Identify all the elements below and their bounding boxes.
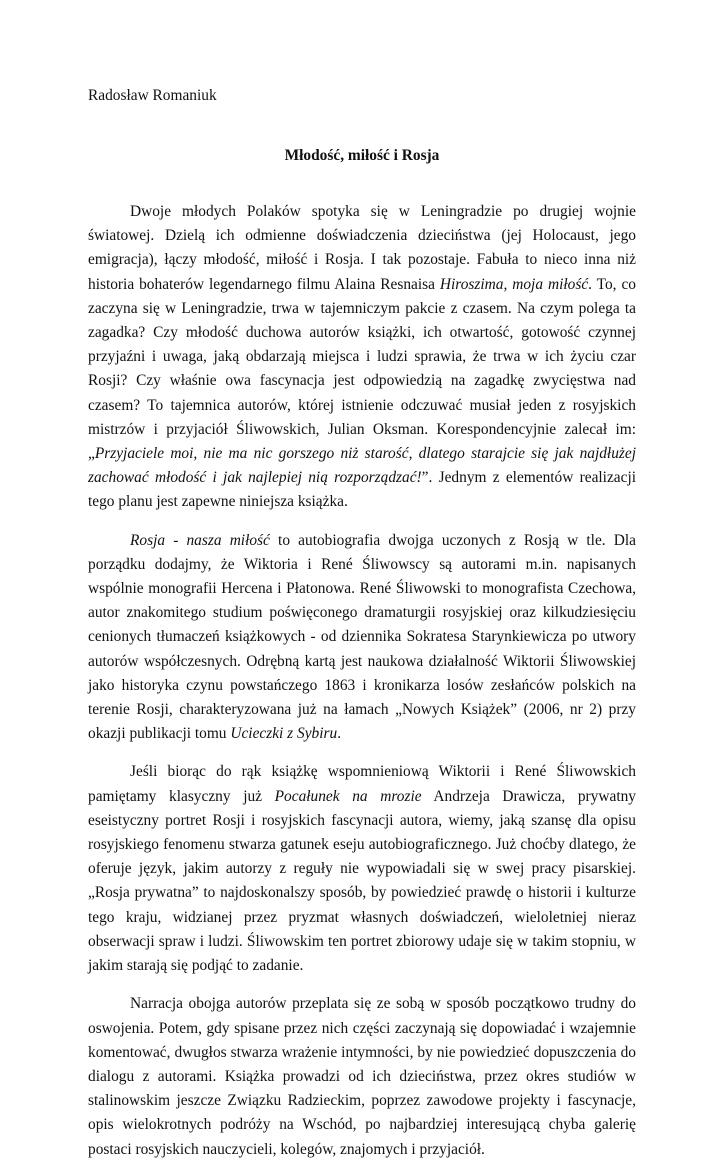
author-name: Radosław Romaniuk — [88, 87, 217, 104]
text-run: . — [337, 725, 342, 743]
paragraph-4 — [88, 992, 636, 1161]
text-run: Jeśli biorąc do rąk książkę wspomnieniową Wiktorii i René Śliwowskich pamiętamy klasyczny już — [88, 763, 636, 805]
film-title-italic: Hiroszima, moja miłość — [439, 275, 589, 293]
text-run: Andrzeja Drawicza, prywatny eseistyczny portret Rosji i rosyjskich fascynacji autora, wiemy, jaką szansę dla opisu rosyjskiego fenomenu stwarza gatunek eseju autobiograficznego. Już choćby dlatego, że oferuje język, jakim autorzy z reguły nie wypowiadali się w swej pracy pisarskiej. „Rosja prywatna” to najdoskonalszy sposób, by powiedzieć prawdę o historii i kulturze tego kraju, widzianej przez pryzmat własnych doświadczeń, wieloletniej nieraz obserwacji spraw i ludzi. Śliwowskim ten portret zbiorowy udaje się w takim stopniu, w jakim starają się podjąć to zadanie. — [88, 787, 636, 975]
paragraph-1 — [88, 200, 636, 515]
article-body — [88, 200, 636, 1162]
quote-italic: Przyjaciele moi, nie ma nic gorszego niż starość, dlatego starajcie się jak najdłużej zachować młodość i jak najlepiej nią rozporządzać! — [88, 445, 636, 487]
article-title: Młodość, miłość i Rosja — [284, 147, 440, 164]
text-run: Narracja obojga autorów przeplata się ze sobą w sposób początkowo trudny do oswojenia. Potem, gdy spisane przez nich części zaczynają się dopowiadać i wzajemnie komentować, dwugłos stwarza wrażenie intymności, by nie powiedzieć dopuszczenia do dialogu z autorami. Książka prowadzi od ich dzieciństwa, przez okres studiów w stalinowskim jeszcze Związku Radzieckim, poprzez zawodowe projekty i fascynacje, opis wielokrotnych podróży na Wschód, po najbardziej interesującą chyba galerię postaci rosyjskich nauczycieli, kolegów, znajomych i przyjaciół. — [88, 995, 636, 1158]
text-run: Dwoje młodych Polaków spotyka się w Leningradzie po drugiej wojnie światowej. Dzielą ich odmienne doświadczenia dzieciństwa (jej Holocaust, jego emigracja), łączy młodość, miłość i Rosja. I tak pozostaje. Fabuła to nieco inna niż historia bohaterów legendarnego filmu Alaina Resnaisa — [88, 203, 636, 293]
text-run: ”. Jednym z elementów realizacji tego planu jest zapewne niniejsza książka. — [88, 469, 637, 511]
book-title-italic: Pocałunek na mrozie — [274, 787, 422, 805]
book-title-italic: Ucieczki z Sybiru — [230, 725, 338, 743]
paragraph-2 — [88, 529, 636, 747]
text-run: . To, co zaczyna się w Leningradzie, trwa w tajemniczym pakcie z czasem. Na czym polega ta zagadka? Czy młodość duchowa autorów książki, ich otwartość, gotowość czynnej przyjaźni i uwaga, jaką obdarzają miejsca i ludzi sprawia, że trwa w ich życiu czar Rosji? Czy właśnie owa fascynacja jest odpowiedzią na zagadkę zwycięstwa nad czasem? To tajemnica autorów, której istnienie odczuwać musiał jeden z rosyjskich mistrzów i przyjaciół Śliwowskich, Julian Oksman. Korespondencyjnie zalecał im: „ — [88, 275, 636, 463]
text-run: to autobiografia dwojga uczonych z Rosją w tle. Dla porządku dodajmy, że Wiktoria i René Śliwowscy są autorami m.in. napisanych wspólnie monografii Hercena i Płatonowa. René Śliwowski to monografista Czechowa, autor znakomitego studium poświęconego dramaturgii rosyjskiej oraz kilkudziesięciu cenionych tłumaczeń książkowych - od dziennika Sokratesa Starynkiewicza po utwory autorów współczesnych. Odrębną kartą jest naukowa działalność Wiktorii Śliwowskiej jako historyka czynu powstańczego 1863 i kronikarza losów zesłańców polskich na terenie Rosji, charakteryzowana już na łamach „Nowych Książek” (2006, nr 2) przy okazji publikacji tomu — [88, 531, 636, 743]
paragraph-3 — [88, 760, 636, 978]
book-title-italic: Rosja - nasza miłość — [130, 531, 270, 549]
